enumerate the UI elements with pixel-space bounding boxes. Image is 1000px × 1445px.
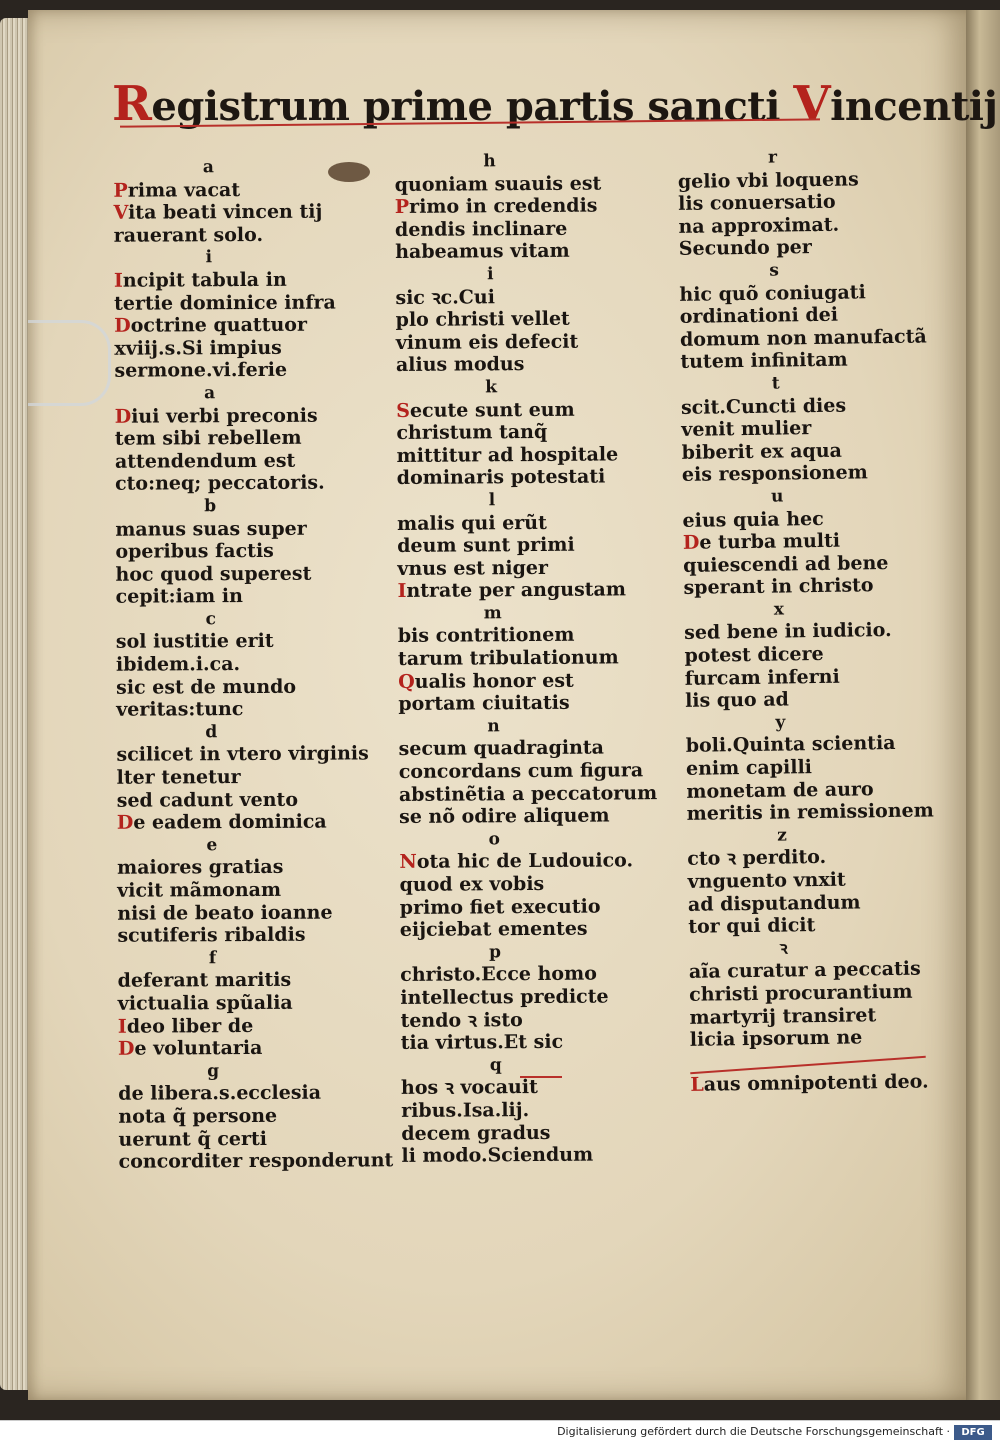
- register-entry: vnus est niger: [397, 556, 549, 580]
- register-entry: li modo.Sciendum: [401, 1143, 594, 1168]
- register-entry: lis conuersatio: [678, 190, 836, 216]
- register-entry: ad disputandum: [687, 891, 861, 916]
- entry-text: rimo in credendis: [409, 194, 598, 219]
- register-entry: maiores gratias: [117, 856, 284, 880]
- signature-mark: m: [483, 603, 502, 624]
- register-entry: deferant maritis: [117, 969, 292, 993]
- register-entry: martyrij transiret: [689, 1003, 877, 1029]
- signature-mark: h: [483, 151, 496, 172]
- register-entry: habeamus vitam: [395, 240, 570, 264]
- register-entry: na approximat.: [678, 213, 840, 238]
- signature-mark: x: [773, 599, 785, 620]
- register-entry: hoc quod superest: [115, 562, 312, 586]
- register-entry: dominaris potestati: [396, 465, 606, 490]
- entry-text: e eadem dominica: [133, 810, 327, 834]
- entry-text: iui verbi preconis: [131, 404, 318, 428]
- signature-mark: s: [769, 260, 780, 281]
- register-entry: christo.Ecce homo: [400, 962, 597, 987]
- register-column-1: [113, 155, 394, 1173]
- register-entry: concorditer responderunt: [118, 1149, 394, 1173]
- signature-mark: q: [489, 1054, 502, 1076]
- register-entry: nota q̃ persone: [118, 1104, 278, 1128]
- register-entry: dendis inclinare: [394, 217, 568, 241]
- register-entry: hos ꝛ vocauit: [400, 1076, 538, 1100]
- rubricated-initial: D: [114, 405, 132, 428]
- register-entry: quoniam suauis est: [394, 172, 602, 196]
- signature-mark: e: [206, 834, 218, 856]
- entry-text: ota hic de Ludouico.: [416, 849, 634, 874]
- register-entry: [398, 669, 668, 693]
- signature-mark: l: [488, 490, 496, 511]
- register-entry: venit mulier: [681, 417, 812, 442]
- register-entry: sed bene in iudicio.: [684, 619, 892, 645]
- rubricated-initial: S: [396, 399, 411, 422]
- register-entry: vicit mãmonam: [117, 878, 282, 902]
- register-entry: gelio vbi loquens: [677, 167, 859, 193]
- entry-text: aus omnipotenti deo.: [703, 1070, 929, 1096]
- register-entry: mittitur ad hospitale: [396, 443, 619, 467]
- signature-mark: n: [487, 716, 500, 737]
- register-entry: domum non manufactã: [679, 325, 927, 351]
- signature-mark: d: [205, 722, 218, 743]
- rubricated-initial: N: [399, 851, 417, 874]
- register-entry: licia ipsorum ne: [689, 1026, 863, 1051]
- register-entry: tendo ꝛ isto: [400, 1008, 523, 1032]
- signature-mark: u: [770, 486, 784, 507]
- rubricated-initial: D: [116, 811, 134, 834]
- register-entry: veritas:tunc: [116, 698, 244, 721]
- dfg-logo: DFG: [954, 1425, 992, 1440]
- register-entry: potest dicere: [684, 643, 824, 667]
- signature-mark: a: [204, 383, 216, 404]
- register-entry: secum quadraginta: [398, 736, 605, 761]
- register-entry: [396, 398, 666, 422]
- register-entry: hic quõ coniugati: [679, 280, 866, 306]
- register-entry: scit.Cuncti dies: [680, 394, 847, 419]
- rubricated-initial: P: [113, 179, 128, 202]
- signature-mark: r: [767, 147, 778, 168]
- signature-mark: p: [489, 942, 502, 963]
- register-entry: de libera.s.ecclesia: [118, 1081, 322, 1106]
- rubricated-initial: D: [117, 1037, 135, 1060]
- register-entry: boli.Quinta scientia: [685, 732, 896, 758]
- register-entry: sic ꝛc.Cui: [395, 285, 496, 309]
- register-entry: sic est de mundo: [116, 675, 297, 699]
- register-entry: plo christi vellet: [395, 307, 570, 332]
- register-entry: tor qui dicit: [688, 914, 816, 939]
- rubricated-initial: D: [114, 314, 131, 337]
- page-clip: [28, 320, 111, 406]
- title-end: incentij: [830, 83, 998, 130]
- register-entry: enim capilli: [685, 756, 813, 780]
- register-entry: manus suas super: [115, 517, 307, 541]
- register-entry: monetam de auro: [686, 777, 874, 803]
- entry-text: e turba multi: [699, 529, 841, 554]
- register-entry: scilicet in vtero virginis: [116, 742, 369, 767]
- register-entry: tarum tribulationum: [397, 646, 619, 671]
- register-entry: [114, 268, 384, 292]
- register-column-3: [677, 144, 960, 1097]
- entry-text: ita beati vincen tij: [127, 200, 323, 224]
- register-entry: [114, 200, 384, 224]
- register-entry: primo fiet executio: [399, 895, 601, 919]
- register-entry: lis quo ad: [684, 688, 789, 713]
- signature-mark: g: [207, 1060, 220, 1081]
- register-entry: xviij.s.Si impius: [114, 336, 282, 360]
- register-entry: eijciebat ementes: [399, 917, 588, 942]
- register-entry: tutem infinitam: [680, 348, 848, 374]
- register-entry: nisi de beato ioanne: [117, 901, 333, 925]
- register-entry: cepit:iam in: [115, 585, 243, 608]
- register-entry: eis responsionem: [681, 461, 868, 487]
- signature-mark: i: [487, 264, 494, 285]
- signature-mark: c: [205, 609, 216, 630]
- register-entry: [118, 1036, 388, 1060]
- rubricated-initial: L: [690, 1073, 704, 1097]
- register-entry: sermone.vi.ferie: [114, 359, 288, 383]
- entry-text: ntrate per angustam: [406, 578, 627, 603]
- register-entry: abstinẽtia a peccatorum: [398, 781, 658, 806]
- register-entry: cto:neq; peccatoris.: [114, 471, 325, 496]
- signature-mark: t: [771, 373, 780, 394]
- register-entry: decem gradus: [401, 1121, 551, 1145]
- register-entry: operibus factis: [115, 539, 274, 563]
- register-entry: scutiferis ribaldis: [117, 923, 306, 947]
- register-entry: ribus.Isa.lij.: [401, 1098, 530, 1122]
- register-entry: quiescendi ad bene: [683, 551, 889, 577]
- register-entry: cto ꝛ perdito.: [687, 846, 827, 871]
- register-entry: uerunt q̃ certi: [118, 1127, 268, 1151]
- signature-mark: b: [204, 496, 217, 517]
- signature-mark: k: [485, 377, 498, 398]
- register-entry: christum tanq̃: [396, 421, 548, 445]
- register-entry: vinum eis defecit: [395, 330, 579, 354]
- funding-credit: Digitalisierung gefördert durch die Deutsche Forschungsgemeinschaft ·: [557, 1425, 950, 1438]
- register-entry: [118, 1014, 388, 1038]
- register-entry: bis contritionem: [397, 624, 575, 648]
- signature-mark: i: [205, 247, 213, 268]
- register-entry: aĩa curatur a peccatis: [688, 957, 921, 984]
- register-entry: tertie dominice infra: [114, 291, 336, 315]
- register-entry: sol iustitie erit: [115, 630, 274, 654]
- register-entry: [115, 404, 385, 428]
- rubricated-initial: V: [113, 201, 129, 224]
- register-entry: [399, 849, 669, 873]
- register-column-2: [394, 149, 671, 1168]
- register-entry: [690, 1070, 960, 1096]
- register-entry: alius modus: [395, 353, 525, 377]
- rubricated-initial: I: [113, 269, 123, 292]
- rubricated-initial: P: [394, 196, 410, 219]
- register-entry: Secundo per: [678, 236, 812, 261]
- register-entry: attendendum est: [114, 449, 296, 473]
- register-entry: lter tenetur: [116, 766, 241, 789]
- signature-mark: a: [202, 157, 214, 178]
- register-entry: victualia spũalia: [117, 991, 293, 1015]
- register-entry: [395, 194, 665, 218]
- register-entry: tia virtus.Et sic: [400, 1030, 564, 1055]
- red-rubric-stroke: [520, 1076, 562, 1078]
- register-entry: [114, 313, 384, 337]
- entry-text: rima vacat: [127, 178, 241, 202]
- entry-text: ncipit tabula in: [122, 268, 287, 292]
- signature-mark: y: [775, 712, 786, 733]
- register-entry: meritis in remissionem: [686, 799, 934, 826]
- signature-mark: ꝛ: [779, 938, 788, 959]
- register-entry: [117, 811, 387, 835]
- signature-mark: f: [208, 947, 217, 969]
- register-entry: [397, 578, 667, 602]
- register-entry: vnguento vnxit: [687, 868, 846, 893]
- title-initial-2: V: [793, 76, 831, 132]
- entry-text: ualis honor est: [414, 669, 574, 693]
- register-entry: tem sibi rebellem: [114, 426, 302, 450]
- title-text: egistrum prime partis sancti: [151, 83, 794, 130]
- entry-text: deo liber de: [126, 1014, 254, 1038]
- register-entry: quod ex vobis: [399, 872, 545, 896]
- register-entry: rauerant solo.: [113, 223, 264, 247]
- footer-bar: [0, 1420, 1000, 1445]
- entry-text: e voluntaria: [134, 1037, 263, 1060]
- register-entry: christi procurantium: [689, 980, 913, 1006]
- entry-text: octrine quattuor: [130, 313, 307, 337]
- register-entry: ibidem.i.ca.: [115, 653, 241, 676]
- register-entry: portam ciuitatis: [398, 691, 570, 716]
- binding-edge: [966, 10, 1000, 1400]
- register-entry: se nõ odire aliquem: [399, 804, 610, 829]
- register-entry: malis qui erũt: [396, 511, 547, 535]
- register-entry: [113, 178, 383, 202]
- register-entry: furcam inferni: [684, 665, 840, 690]
- rubricated-initial: I: [397, 580, 407, 603]
- title-initial: R: [112, 76, 152, 132]
- signature-mark: z: [777, 825, 787, 846]
- register-entry: sed cadunt vento: [116, 788, 299, 812]
- entry-text: ecute sunt eum: [409, 398, 575, 422]
- register-entry: deum sunt primi: [397, 533, 575, 558]
- signature-mark: o: [488, 829, 501, 850]
- rubricated-initial: D: [682, 531, 700, 554]
- register-entry: biberit ex aqua: [681, 439, 843, 464]
- register-entry: intellectus predicte: [400, 985, 609, 1009]
- register-entry: eius quia hec: [682, 507, 824, 532]
- rubricated-initial: I: [117, 1015, 127, 1038]
- rubricated-initial: Q: [398, 670, 415, 693]
- register-entry: sperant in christo: [683, 574, 874, 600]
- register-entry: ordinationi dei: [679, 303, 839, 329]
- register-entry: concordans cum figura: [398, 759, 644, 783]
